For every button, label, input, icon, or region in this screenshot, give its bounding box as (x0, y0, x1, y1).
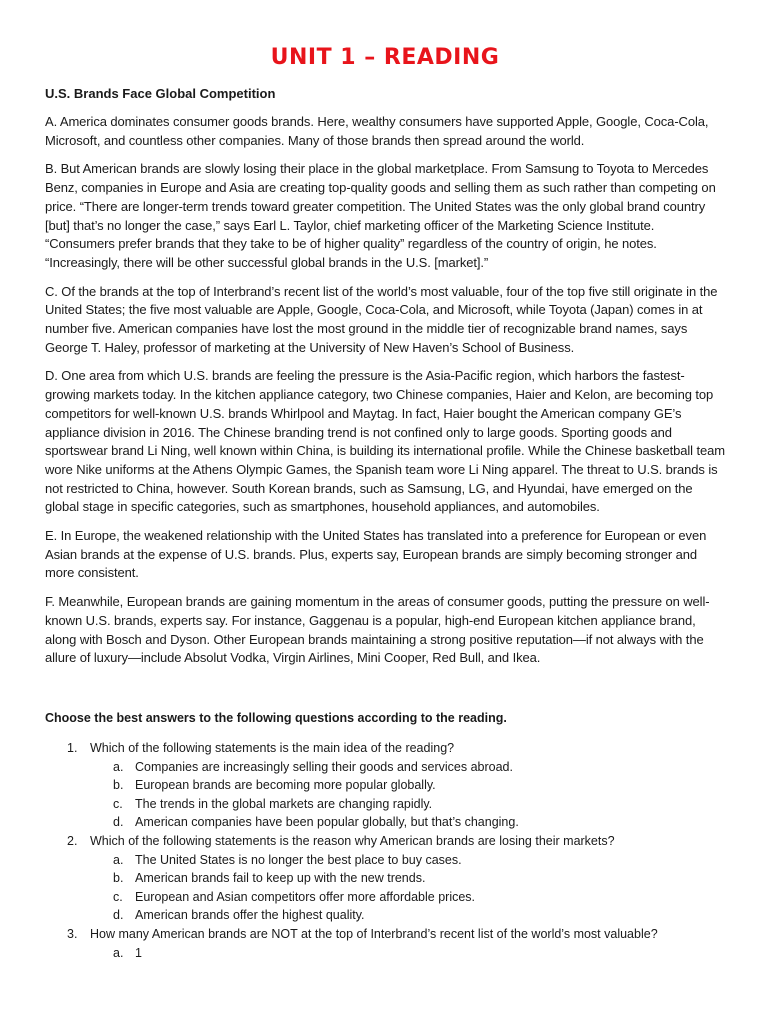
option-letter: b. (113, 871, 124, 886)
question-number: 3. (67, 926, 78, 941)
option-letter: a. (113, 945, 124, 960)
option-item (90, 906, 725, 925)
document-page (45, 0, 725, 962)
option-text: The trends in the global markets are changing rapidly. (135, 796, 433, 811)
option-item (90, 944, 725, 963)
question-item (45, 739, 725, 832)
option-letter: c. (113, 889, 123, 904)
question-instructions: Choose the best answers to the following questions according to the reading. (45, 710, 507, 725)
option-letter: d. (113, 815, 124, 830)
option-text: American companies have been popular globally, but that’s changing. (135, 815, 519, 830)
question-number: 1. (67, 740, 78, 755)
option-letter: a. (113, 852, 124, 867)
question-list (45, 739, 725, 962)
option-item (90, 851, 725, 870)
option-item (90, 758, 725, 777)
paragraph-b: B. But American brands are slowly losing their place in the global marketplace. From Samsung to Toyota to Mercedes Benz, companies in Europe and Asia are creating top-quality goods and selling them as such rather than competing on price. “There are longer-term trends toward greater competition. The United States was the only global brand country [but] that’s no longer the case,” says Earl L. Taylor, chief marketing officer of the Marketing Science Institute. “Consumers prefer brands that they take to be of higher quality” regardless of the country of origin, he notes. “Increasingly, there will be other successful global brands in the U.S. [market].” (45, 161, 716, 270)
question-item (45, 925, 725, 962)
option-item (90, 795, 725, 814)
paragraph-d: D. One area from which U.S. brands are feeling the pressure is the Asia-Pacific region, which harbors the fastest-growing markets today. In the kitchen appliance category, two Chinese companies, Haier and Kelon, are becoming top competitors for well-known U.S. brands Whirlpool and Maytag. In fact, Haier bought the American company GE’s appliance division in 2016. The Chinese branding trend is not confined only to large goods. Sporting goods and sportswear brand Li Ning, well known within China, is building its international profile. While the Chinese basketball team wore Nike uniforms at the Athens Olympic Games, the Spanish team wore Li Ning apparel. The threat to U.S. brands is not restricted to China, however. South Korean brands, such as Samsung, LG, and Hyundai, have emerged on the global stage in specific categories, such as smartphones, household appliances, and automobiles. (45, 368, 725, 515)
option-item (90, 888, 725, 907)
option-item (90, 813, 725, 832)
page-title: UNIT 1 – READING (270, 45, 500, 70)
question-text: Which of the following statements is the main idea of the reading? (90, 740, 455, 755)
paragraph-c: C. Of the brands at the top of Interbrand’s recent list of the world’s most valuable, four of the top five still originate in the United States; the five most valuable are Apple, Google, Coca-Cola, and Microsoft, while Toyota (Japan) comes in at number five. American companies have lost the most ground in the middle tier of recognizable brand names, says George T. Haley, professor of marketing at the University of New Haven’s School of Business. (45, 283, 718, 355)
option-text: European brands are becoming more popular globally. (135, 778, 436, 793)
option-list (90, 758, 725, 832)
option-list (90, 851, 725, 925)
question-item (45, 832, 725, 925)
option-letter: c. (113, 796, 123, 811)
option-list (90, 944, 725, 963)
option-text: American brands offer the highest quality. (135, 908, 365, 923)
option-letter: b. (113, 778, 124, 793)
option-letter: d. (113, 908, 124, 923)
paragraph-e: E. In Europe, the weakened relationship with the United States has translated into a preference for European or even Asian brands at the expense of U.S. brands. Plus, experts say, European brands are simply becoming stronger and more consistent. (45, 528, 707, 581)
article-subtitle: U.S. Brands Face Global Competition (45, 86, 276, 101)
option-text: Companies are increasingly selling their goods and services abroad. (135, 759, 513, 774)
question-text: Which of the following statements is the reason why American brands are losing their markets? (90, 833, 615, 848)
option-text: American brands fail to keep up with the new trends. (135, 871, 426, 886)
option-letter: a. (113, 759, 124, 774)
option-text: European and Asian competitors offer more affordable prices. (135, 889, 476, 904)
paragraph-a: A. America dominates consumer goods brands. Here, wealthy consumers have supported Apple, Google, Coca-Cola, Microsoft, and countless other companies. Many of those brands then spread around the world. (45, 114, 709, 148)
question-number: 2. (67, 833, 78, 848)
paragraph-f: F. Meanwhile, European brands are gaining momentum in the areas of consumer goods, putting the pressure on well-known U.S. brands, experts say. For instance, Gaggenau is a popular, high-end European kitchen appliance brand, along with Bosch and Dyson. Other European brands maintaining a strong positive reputation—if not always with the allure of luxury—include Absolut Vodka, Virgin Airlines, Mini Cooper, Red Bull, and Ikea. (45, 594, 710, 666)
option-text: 1 (135, 945, 142, 960)
option-item (90, 776, 725, 795)
option-item (90, 869, 725, 888)
question-text: How many American brands are NOT at the top of Interbrand’s recent list of the world’s most valuable? (90, 926, 658, 941)
option-text: The United States is no longer the best place to buy cases. (135, 852, 462, 867)
